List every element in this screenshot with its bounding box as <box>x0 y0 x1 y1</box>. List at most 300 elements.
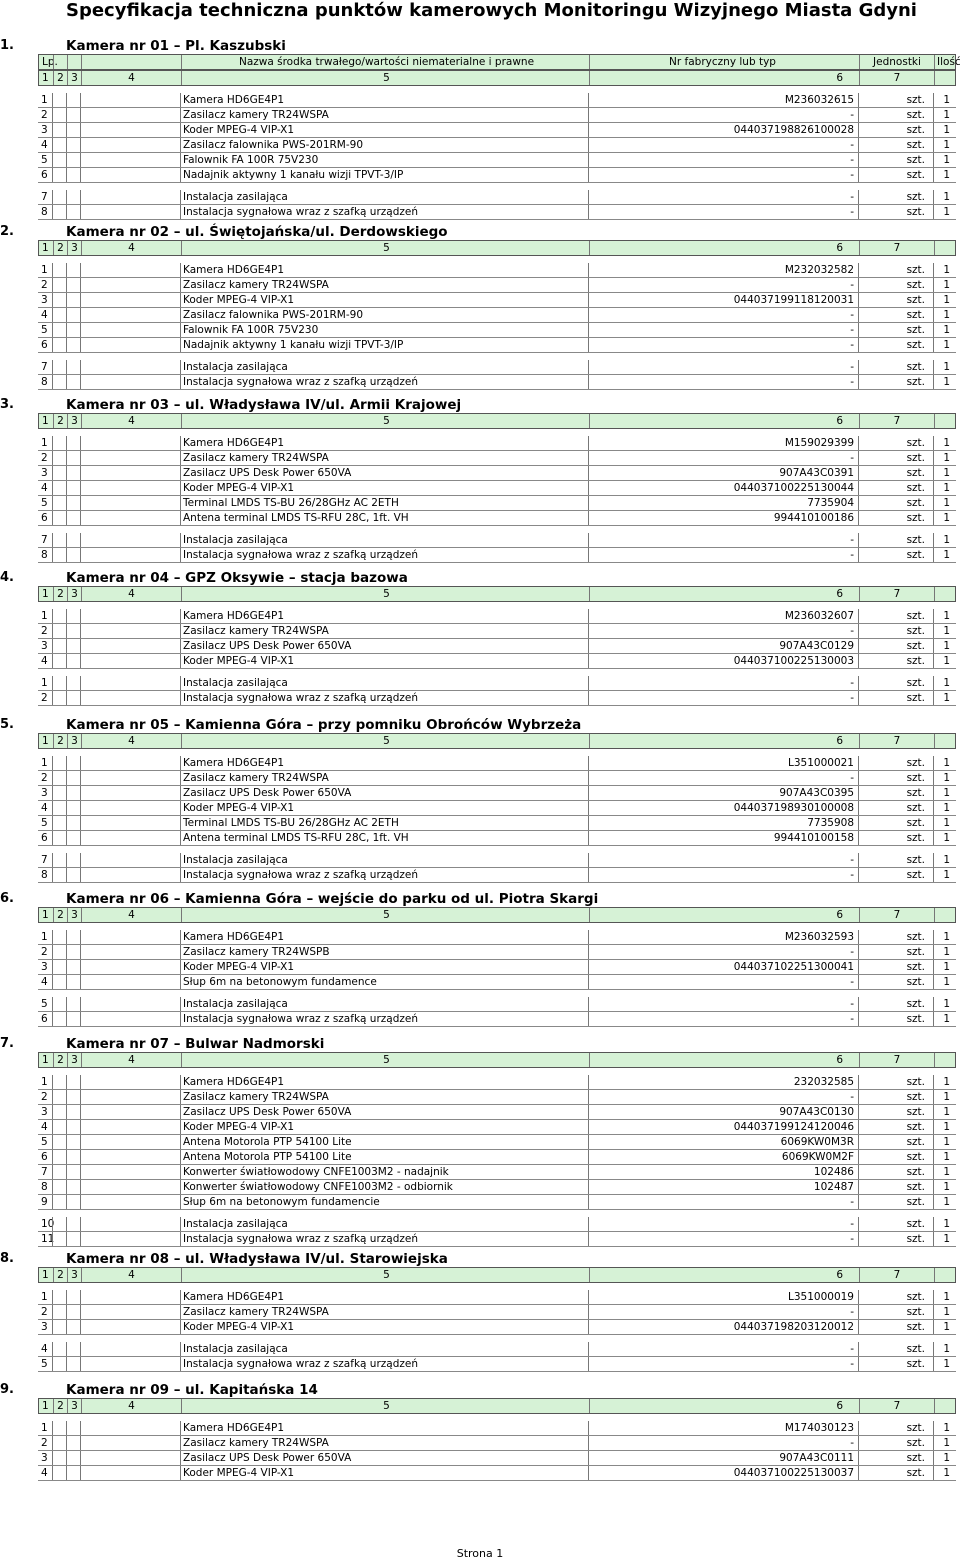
table-row <box>38 1150 956 1165</box>
header-qty: Ilość <box>934 55 957 69</box>
row-blank-cell <box>52 960 66 974</box>
table-row <box>38 1451 956 1466</box>
row-unit: szt. <box>858 975 933 989</box>
row-blank-cell <box>52 1305 66 1319</box>
column-number-row <box>38 733 956 749</box>
row-qty: 1 <box>933 771 956 785</box>
table-row <box>38 1195 956 1210</box>
column-number-blank <box>934 71 957 85</box>
section-title: Kamera nr 02 – ul. Świętojańska/ul. Derdowskiego <box>66 224 448 240</box>
column-number: 5 <box>181 908 589 922</box>
row-qty: 1 <box>933 960 956 974</box>
row-name: Instalacja zasilająca <box>180 997 588 1011</box>
section-title: Kamera nr 05 – Kamienna Góra – przy pomniku Obrońców Wybrzeża <box>66 717 582 733</box>
header-name: Nazwa środka trwałego/wartości niematerialne i prawne <box>181 55 589 69</box>
row-serial: - <box>588 375 858 389</box>
spacer-row <box>38 749 956 756</box>
row-qty: 1 <box>933 639 956 653</box>
table-row <box>38 338 956 353</box>
row-lp: 2 <box>41 1437 48 1449</box>
equipment-table <box>38 1398 956 1481</box>
row-blank-cell <box>66 930 80 944</box>
row-blank-cell <box>52 1090 66 1104</box>
row-serial: M236032607 <box>588 609 858 623</box>
row-blank-cell <box>80 1342 180 1356</box>
column-number: 5 <box>181 1053 589 1067</box>
table-row <box>38 205 956 220</box>
column-number-row <box>38 1398 956 1414</box>
row-blank-cell <box>80 1120 180 1134</box>
column-number: 2 <box>53 908 67 922</box>
row-serial: - <box>588 1232 858 1246</box>
row-blank-cell <box>66 831 80 845</box>
row-blank-cell <box>80 691 180 705</box>
row-blank-cell <box>52 771 66 785</box>
row-unit: szt. <box>858 997 933 1011</box>
row-blank-cell <box>80 609 180 623</box>
row-unit: szt. <box>858 308 933 322</box>
row-unit: szt. <box>858 1290 933 1304</box>
column-number: 3 <box>67 71 81 85</box>
row-name: Instalacja sygnałowa wraz z szafką urządzeń <box>180 375 588 389</box>
row-blank-cell <box>66 496 80 510</box>
row-serial: - <box>588 360 858 374</box>
row-unit: szt. <box>858 1135 933 1149</box>
column-number: 3 <box>67 734 81 748</box>
row-blank-cell <box>52 868 66 882</box>
section-title: Kamera nr 07 – Bulwar Nadmorski <box>66 1036 325 1052</box>
row-unit: szt. <box>858 1012 933 1026</box>
row-serial: 994410100186 <box>588 511 858 525</box>
row-blank-cell <box>66 308 80 322</box>
row-qty: 1 <box>933 323 956 337</box>
row-blank-cell <box>80 1150 180 1164</box>
column-number: 7 <box>859 1399 934 1413</box>
row-blank-cell <box>52 511 66 525</box>
row-name: Koder MPEG-4 VIP-X1 <box>180 123 588 137</box>
row-qty: 1 <box>933 466 956 480</box>
table-row <box>38 945 956 960</box>
row-blank-cell <box>80 1357 180 1371</box>
table-row <box>38 816 956 831</box>
row-qty: 1 <box>933 654 956 668</box>
row-serial: 907A43C0130 <box>588 1105 858 1119</box>
section-number: 2. <box>0 224 14 239</box>
section-number: 3. <box>0 397 14 412</box>
row-name: Koder MPEG-4 VIP-X1 <box>180 960 588 974</box>
row-qty: 1 <box>933 853 956 867</box>
row-blank-cell <box>52 138 66 152</box>
column-number: 4 <box>81 908 181 922</box>
row-unit: szt. <box>858 639 933 653</box>
equipment-table <box>38 54 961 220</box>
row-unit: szt. <box>858 375 933 389</box>
row-lp: 3 <box>41 294 48 306</box>
table-row <box>38 853 956 868</box>
spacer-row <box>38 1414 956 1421</box>
row-lp: 2 <box>41 1091 48 1103</box>
column-number: 2 <box>53 1268 67 1282</box>
row-unit: szt. <box>858 93 933 107</box>
row-blank-cell <box>80 205 180 219</box>
table-row <box>38 308 956 323</box>
row-blank-cell <box>66 123 80 137</box>
row-lp: 5 <box>41 1136 48 1148</box>
row-serial: 044037199124120046 <box>588 1120 858 1134</box>
row-lp: 4 <box>41 655 48 667</box>
row-serial: - <box>588 278 858 292</box>
row-qty: 1 <box>933 293 956 307</box>
row-unit: szt. <box>858 1357 933 1371</box>
row-qty: 1 <box>933 997 956 1011</box>
row-blank-cell <box>52 93 66 107</box>
row-blank-cell <box>52 801 66 815</box>
row-name: Zasilacz kamery TR24WSPA <box>180 451 588 465</box>
table-row <box>38 1075 956 1090</box>
row-blank-cell <box>52 1436 66 1450</box>
row-name: Instalacja zasilająca <box>180 533 588 547</box>
row-blank-cell <box>52 1180 66 1194</box>
row-blank-cell <box>66 1342 80 1356</box>
equipment-table <box>38 240 956 390</box>
row-qty: 1 <box>933 496 956 510</box>
section-number: 8. <box>0 1251 14 1266</box>
row-blank-cell <box>66 481 80 495</box>
row-lp: 3 <box>41 1106 48 1118</box>
row-serial: L351000019 <box>588 1290 858 1304</box>
row-qty: 1 <box>933 481 956 495</box>
row-qty: 1 <box>933 205 956 219</box>
row-unit: szt. <box>858 338 933 352</box>
row-blank-cell <box>52 853 66 867</box>
column-number: 4 <box>81 1399 181 1413</box>
row-name: Instalacja sygnałowa wraz z szafką urządzeń <box>180 1012 588 1026</box>
row-qty: 1 <box>933 436 956 450</box>
row-lp: 2 <box>41 946 48 958</box>
column-number-row <box>38 586 956 602</box>
row-name: Zasilacz UPS Desk Power 650VA <box>180 639 588 653</box>
table-row <box>38 1165 956 1180</box>
row-blank-cell <box>66 1305 80 1319</box>
column-number: 2 <box>53 71 67 85</box>
row-blank-cell <box>66 533 80 547</box>
row-qty: 1 <box>933 1290 956 1304</box>
table-row <box>38 1357 956 1372</box>
row-qty: 1 <box>933 375 956 389</box>
row-name: Koder MPEG-4 VIP-X1 <box>180 481 588 495</box>
row-blank-cell <box>80 997 180 1011</box>
row-blank-cell <box>80 930 180 944</box>
row-lp: 5 <box>41 324 48 336</box>
row-qty: 1 <box>933 93 956 107</box>
column-number-row <box>38 413 956 429</box>
row-lp: 2 <box>41 1306 48 1318</box>
row-qty: 1 <box>933 263 956 277</box>
row-blank-cell <box>80 1232 180 1246</box>
row-serial: 044037198203120012 <box>588 1320 858 1334</box>
row-name: Zasilacz falownika PWS-201RM-90 <box>180 138 588 152</box>
row-name: Koder MPEG-4 VIP-X1 <box>180 293 588 307</box>
row-name: Zasilacz UPS Desk Power 650VA <box>180 786 588 800</box>
row-blank-cell <box>52 1120 66 1134</box>
row-qty: 1 <box>933 756 956 770</box>
row-blank-cell <box>52 168 66 182</box>
row-blank-cell <box>66 816 80 830</box>
row-lp: 7 <box>41 854 48 866</box>
row-blank-cell <box>52 263 66 277</box>
row-lp: 5 <box>41 154 48 166</box>
row-qty: 1 <box>933 786 956 800</box>
row-qty: 1 <box>933 1451 956 1465</box>
table-row <box>38 1342 956 1357</box>
row-blank-cell <box>52 1012 66 1026</box>
column-number: 7 <box>859 734 934 748</box>
column-number: 6 <box>589 414 859 428</box>
row-blank-cell <box>66 624 80 638</box>
row-qty: 1 <box>933 816 956 830</box>
column-number: 6 <box>589 734 859 748</box>
row-name: Kamera HD6GE4P1 <box>180 1421 588 1435</box>
column-number: 2 <box>53 587 67 601</box>
row-unit: szt. <box>858 960 933 974</box>
row-blank-cell <box>66 756 80 770</box>
row-blank-cell <box>52 466 66 480</box>
row-name: Instalacja sygnałowa wraz z szafką urządzeń <box>180 1357 588 1371</box>
row-serial: - <box>588 853 858 867</box>
row-lp: 2 <box>41 692 48 704</box>
row-blank-cell <box>52 451 66 465</box>
column-number: 3 <box>67 1268 81 1282</box>
column-number: 3 <box>67 1053 81 1067</box>
row-name: Zasilacz kamery TR24WSPB <box>180 945 588 959</box>
row-name: Kamera HD6GE4P1 <box>180 263 588 277</box>
table-row <box>38 153 956 168</box>
row-blank-cell <box>80 868 180 882</box>
row-name: Falownik FA 100R 75V230 <box>180 323 588 337</box>
header-lp: Lp. <box>42 56 58 68</box>
row-unit: szt. <box>858 496 933 510</box>
row-lp: 6 <box>41 832 48 844</box>
row-unit: szt. <box>858 853 933 867</box>
row-serial: 907A43C0111 <box>588 1451 858 1465</box>
spacer-row <box>38 256 956 263</box>
row-name: Instalacja zasilająca <box>180 1342 588 1356</box>
row-serial: 044037198930100008 <box>588 801 858 815</box>
column-number: 4 <box>81 1268 181 1282</box>
table-row <box>38 123 956 138</box>
row-blank-cell <box>52 375 66 389</box>
row-name: Antena Motorola PTP 54100 Lite <box>180 1135 588 1149</box>
row-qty: 1 <box>933 451 956 465</box>
row-qty: 1 <box>933 138 956 152</box>
table-row <box>38 138 956 153</box>
row-name: Terminal LMDS TS-BU 26/28GHz AC 2ETH <box>180 816 588 830</box>
row-unit: szt. <box>858 278 933 292</box>
row-serial: 044037102251300041 <box>588 960 858 974</box>
row-unit: szt. <box>858 1320 933 1334</box>
row-blank-cell <box>80 466 180 480</box>
row-blank-cell <box>66 205 80 219</box>
table-row <box>38 1120 956 1135</box>
row-serial: - <box>588 323 858 337</box>
row-blank-cell <box>66 654 80 668</box>
section-number: 7. <box>0 1036 14 1051</box>
table-row <box>38 263 956 278</box>
row-unit: szt. <box>858 1195 933 1209</box>
row-unit: szt. <box>858 481 933 495</box>
table-row <box>38 691 956 706</box>
section-number: 5. <box>0 717 14 732</box>
spacer-row <box>38 86 956 93</box>
column-number-blank <box>934 1399 957 1413</box>
row-blank-cell <box>52 205 66 219</box>
table-row <box>38 771 956 786</box>
row-qty: 1 <box>933 1165 956 1179</box>
column-number: 3 <box>67 414 81 428</box>
column-number-row <box>38 70 956 86</box>
column-number: 1 <box>42 588 49 600</box>
spacer-row <box>38 183 956 190</box>
row-blank-cell <box>80 624 180 638</box>
row-qty: 1 <box>933 108 956 122</box>
column-number: 7 <box>859 414 934 428</box>
row-serial: - <box>588 153 858 167</box>
column-number-row <box>38 907 956 923</box>
row-blank-cell <box>80 138 180 152</box>
row-unit: szt. <box>858 108 933 122</box>
row-qty: 1 <box>933 338 956 352</box>
header-blank <box>81 55 181 69</box>
row-blank-cell <box>66 1421 80 1435</box>
spacer-row <box>38 1210 956 1217</box>
row-qty: 1 <box>933 624 956 638</box>
row-lp: 5 <box>41 497 48 509</box>
row-qty: 1 <box>933 511 956 525</box>
row-qty: 1 <box>933 1305 956 1319</box>
row-blank-cell <box>52 831 66 845</box>
row-unit: szt. <box>858 466 933 480</box>
row-blank-cell <box>80 1075 180 1089</box>
table-row <box>38 930 956 945</box>
row-name: Terminal LMDS TS-BU 26/28GHz AC 2ETH <box>180 496 588 510</box>
table-row <box>38 786 956 801</box>
row-blank-cell <box>80 293 180 307</box>
row-blank-cell <box>66 153 80 167</box>
row-serial: - <box>588 945 858 959</box>
table-row <box>38 831 956 846</box>
row-unit: szt. <box>858 533 933 547</box>
row-name: Zasilacz kamery TR24WSPA <box>180 624 588 638</box>
row-name: Kamera HD6GE4P1 <box>180 1290 588 1304</box>
row-lp: 1 <box>41 1076 48 1088</box>
row-blank-cell <box>52 548 66 562</box>
row-unit: szt. <box>858 756 933 770</box>
row-unit: szt. <box>858 609 933 623</box>
row-blank-cell <box>80 375 180 389</box>
row-blank-cell <box>52 308 66 322</box>
column-number: 7 <box>859 241 934 255</box>
row-blank-cell <box>52 1105 66 1119</box>
table-row <box>38 496 956 511</box>
row-name: Zasilacz falownika PWS-201RM-90 <box>180 308 588 322</box>
row-name: Kamera HD6GE4P1 <box>180 93 588 107</box>
row-unit: szt. <box>858 624 933 638</box>
row-unit: szt. <box>858 945 933 959</box>
row-qty: 1 <box>933 1421 956 1435</box>
row-qty: 1 <box>933 1357 956 1371</box>
row-qty: 1 <box>933 168 956 182</box>
row-name: Instalacja sygnałowa wraz z szafką urządzeń <box>180 868 588 882</box>
row-blank-cell <box>52 1357 66 1371</box>
column-number: 7 <box>859 71 934 85</box>
table-row <box>38 1180 956 1195</box>
row-name: Instalacja sygnałowa wraz z szafką urządzeń <box>180 548 588 562</box>
column-number: 3 <box>67 241 81 255</box>
row-serial: - <box>588 1012 858 1026</box>
row-lp: 6 <box>41 339 48 351</box>
row-unit: szt. <box>858 1421 933 1435</box>
row-blank-cell <box>52 691 66 705</box>
row-blank-cell <box>66 190 80 204</box>
row-lp: 3 <box>41 1321 48 1333</box>
row-unit: szt. <box>858 1090 933 1104</box>
row-blank-cell <box>52 1135 66 1149</box>
row-blank-cell <box>80 153 180 167</box>
row-blank-cell <box>52 1421 66 1435</box>
row-blank-cell <box>80 451 180 465</box>
row-lp: 1 <box>41 677 48 689</box>
table-row <box>38 451 956 466</box>
row-qty: 1 <box>933 1150 956 1164</box>
row-serial: - <box>588 190 858 204</box>
row-serial: M236032593 <box>588 930 858 944</box>
row-serial: 6069KW0M3R <box>588 1135 858 1149</box>
table-row <box>38 511 956 526</box>
row-blank-cell <box>80 1165 180 1179</box>
table-row <box>38 533 956 548</box>
row-qty: 1 <box>933 691 956 705</box>
row-serial: - <box>588 1357 858 1371</box>
table-row <box>38 997 956 1012</box>
row-lp: 10 <box>41 1218 55 1230</box>
row-name: Kamera HD6GE4P1 <box>180 436 588 450</box>
row-blank-cell <box>52 930 66 944</box>
row-name: Instalacja zasilająca <box>180 853 588 867</box>
row-blank-cell <box>80 960 180 974</box>
row-name: Instalacja zasilająca <box>180 676 588 690</box>
row-lp: 6 <box>41 1013 48 1025</box>
table-row <box>38 801 956 816</box>
row-qty: 1 <box>933 278 956 292</box>
row-name: Koder MPEG-4 VIP-X1 <box>180 1320 588 1334</box>
section-title: Kamera nr 01 – Pl. Kaszubski <box>66 38 286 54</box>
column-number: 1 <box>42 1054 49 1066</box>
row-blank-cell <box>66 960 80 974</box>
row-blank-cell <box>80 756 180 770</box>
table-row <box>38 654 956 669</box>
row-blank-cell <box>66 451 80 465</box>
section-title: Kamera nr 09 – ul. Kapitańska 14 <box>66 1382 318 1398</box>
row-serial: - <box>588 1195 858 1209</box>
row-blank-cell <box>80 1012 180 1026</box>
row-unit: szt. <box>858 205 933 219</box>
column-number: 6 <box>589 1268 859 1282</box>
row-blank-cell <box>80 1090 180 1104</box>
row-unit: szt. <box>858 1105 933 1119</box>
row-unit: szt. <box>858 263 933 277</box>
row-qty: 1 <box>933 1135 956 1149</box>
section-title: Kamera nr 08 – ul. Władysława IV/ul. Starowiejska <box>66 1251 448 1267</box>
